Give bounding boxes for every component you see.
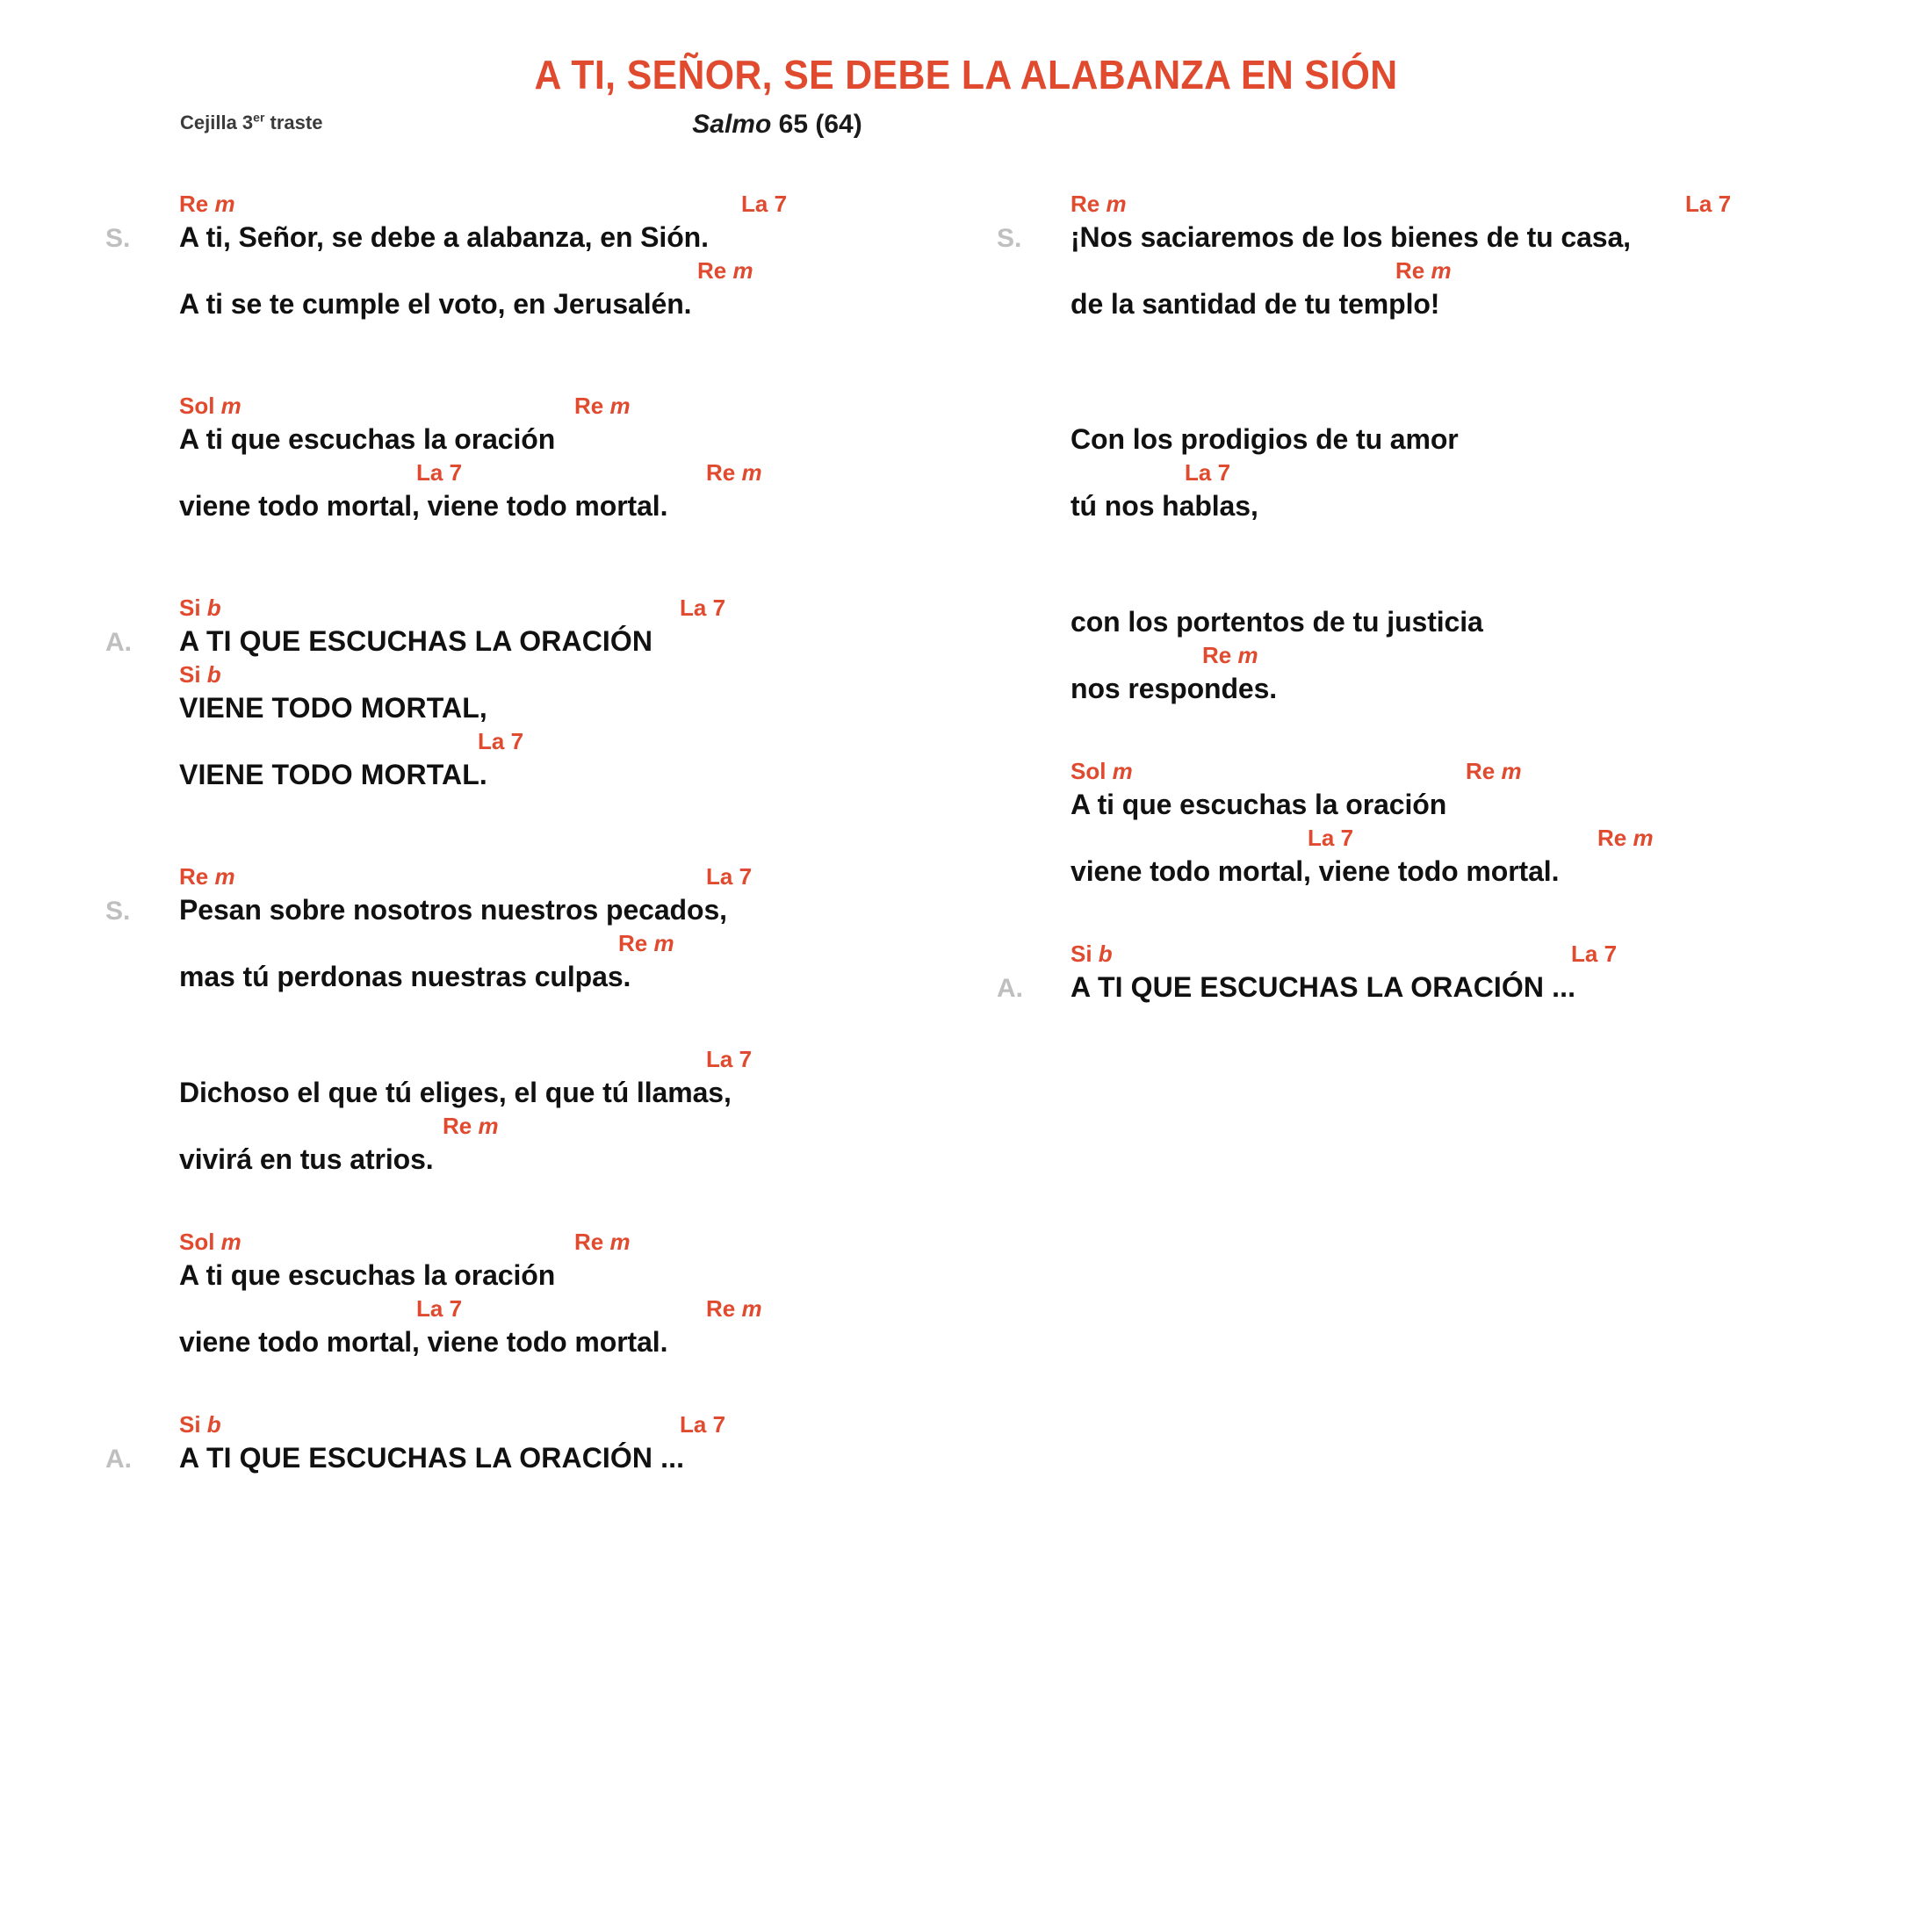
page-subtitle — [0, 110, 1554, 140]
chord-line — [1071, 458, 1888, 487]
lyric-line: A ti que escuchas la oración — [179, 423, 556, 455]
chord-line — [179, 391, 944, 421]
chord-symbol — [1685, 189, 1731, 219]
chord-modifier: b — [206, 661, 221, 688]
chord-line — [179, 1227, 944, 1257]
lyric-line: Con los prodigios de tu amor — [1071, 423, 1459, 455]
stanza — [997, 391, 1888, 524]
chord-line — [1071, 256, 1888, 285]
chord-root: La 7 — [680, 595, 726, 621]
stanza — [105, 391, 944, 524]
chord-symbol — [706, 1294, 762, 1323]
chord-symbol — [706, 861, 752, 891]
chord-modifier: m — [1237, 642, 1258, 668]
stanza-lines — [179, 391, 944, 524]
chord-line — [1071, 823, 1888, 853]
chord-line — [1071, 189, 1888, 219]
chord-root: La 7 — [416, 459, 463, 486]
chord-modifier: m — [478, 1113, 499, 1139]
chord-modifier: m — [214, 863, 235, 890]
chord-root: Re — [1202, 642, 1238, 668]
chord-symbol — [706, 1044, 752, 1074]
chord-symbol — [574, 391, 631, 421]
chord-root: Si — [179, 1411, 207, 1438]
chord-modifier: b — [1098, 941, 1113, 967]
stanza-lines — [1071, 391, 1888, 524]
chord-line — [1071, 939, 1888, 969]
chord-symbol — [478, 726, 523, 756]
chord-symbol — [1071, 939, 1113, 969]
stanza-lines — [179, 1227, 944, 1360]
lyric-line: VIENE TODO MORTAL. — [179, 759, 487, 790]
chord-root: Re — [574, 1229, 610, 1255]
lyric-line: A TI QUE ESCUCHAS LA ORACIÓN ... — [1071, 971, 1576, 1003]
chord-line — [179, 593, 944, 623]
chord-symbol — [1071, 189, 1127, 219]
lyric-line: A ti que escuchas la oración — [1071, 789, 1447, 820]
chord-root: Re — [574, 393, 610, 419]
chord-root: Re — [179, 191, 215, 217]
stanza — [105, 861, 944, 995]
chord-modifier: m — [732, 257, 753, 284]
marker-solo: S. — [105, 224, 131, 253]
chord-symbol — [741, 189, 787, 219]
stanza — [105, 1227, 944, 1360]
lyric-line: A TI QUE ESCUCHAS LA ORACIÓN ... — [179, 1442, 685, 1474]
marker-solo: S. — [105, 897, 131, 926]
lyric-line: de la santidad de tu templo! — [1071, 288, 1440, 320]
lyric-line: con los portentos de tu justicia — [1071, 606, 1483, 638]
lyric-line: Pesan sobre nosotros nuestros pecados, — [179, 894, 727, 926]
chord-line — [179, 1111, 944, 1141]
stanza — [105, 189, 944, 322]
chord-symbol — [179, 593, 221, 623]
lyric-line: ¡Nos saciaremos de los bienes de tu casa, — [1071, 221, 1631, 253]
marker-all: A. — [997, 974, 1023, 1003]
lyric-line: vivirá en tus atrios. — [179, 1143, 434, 1175]
chord-symbol — [1466, 756, 1522, 786]
chord-modifier: m — [741, 459, 762, 486]
chord-line — [179, 861, 944, 891]
chord-modifier: m — [609, 393, 631, 419]
chord-line — [179, 1044, 944, 1074]
chord-line — [179, 660, 944, 689]
lyric-line: nos respondes. — [1071, 673, 1278, 704]
stanza-lines — [179, 1044, 944, 1178]
chord-symbol — [1202, 640, 1258, 670]
chord-symbol — [179, 1409, 221, 1439]
lyric-line: viene todo mortal, viene todo mortal. — [179, 1326, 668, 1358]
chord-symbol — [179, 861, 235, 891]
marker-solo: S. — [997, 224, 1022, 253]
chord-modifier: m — [220, 1229, 242, 1255]
chord-root: La 7 — [741, 191, 788, 217]
chord-symbol — [179, 189, 235, 219]
lyric-line: A ti, Señor, se debe a alabanza, en Sión. — [179, 221, 709, 253]
chord-root: Si — [179, 595, 207, 621]
stanza-lines — [1071, 939, 1888, 1006]
chord-symbol — [680, 1409, 725, 1439]
chord-root: Re — [618, 930, 654, 956]
chord-symbol — [443, 1111, 499, 1141]
capo-suffix: traste — [264, 112, 323, 133]
stanza-lines — [1071, 189, 1888, 322]
chord-root: La 7 — [706, 863, 753, 890]
stanza — [105, 1409, 944, 1476]
marker-all: A. — [105, 628, 132, 657]
lyrics-column-right — [944, 189, 1888, 1035]
chord-symbol — [1308, 823, 1353, 853]
stanza-lines — [179, 1409, 944, 1476]
chord-symbol — [1571, 939, 1617, 969]
chord-root: La 7 — [478, 728, 524, 754]
stanza-lines — [179, 189, 944, 322]
chord-root: La 7 — [706, 1046, 753, 1072]
lyric-line: A ti que escuchas la oración — [179, 1259, 556, 1291]
chord-root: Re — [697, 257, 733, 284]
chord-symbol — [1185, 458, 1230, 487]
chord-root: Re — [179, 863, 215, 890]
lyric-line: VIENE TODO MORTAL, — [179, 692, 487, 724]
chord-root: Si — [1071, 941, 1099, 967]
chord-line-empty — [1071, 391, 1888, 421]
chord-modifier: m — [609, 1229, 631, 1255]
lyric-line: viene todo mortal, viene todo mortal. — [179, 490, 668, 522]
stanza-lines — [1071, 756, 1888, 890]
chord-modifier: m — [1431, 257, 1452, 284]
stanza — [997, 189, 1888, 322]
chord-root: Sol — [179, 393, 221, 419]
lyric-line: viene todo mortal, viene todo mortal. — [1071, 855, 1560, 887]
chord-root: Si — [179, 661, 207, 688]
chord-modifier: m — [214, 191, 235, 217]
chord-root: Re — [443, 1113, 479, 1139]
lyric-line: mas tú perdonas nuestras culpas. — [179, 961, 631, 992]
stanza — [105, 1044, 944, 1178]
chord-modifier: b — [206, 1411, 221, 1438]
chord-symbol — [1597, 823, 1654, 853]
chord-symbol — [680, 593, 725, 623]
chord-modifier: b — [206, 595, 221, 621]
chord-symbol — [574, 1227, 631, 1257]
stanza-lines — [1071, 573, 1888, 707]
subtitle-psalm-word: Salmo — [692, 110, 772, 139]
chord-modifier: m — [1633, 825, 1654, 851]
chord-symbol — [697, 256, 753, 285]
chord-modifier: m — [1112, 758, 1133, 784]
chord-modifier: m — [1501, 758, 1522, 784]
stanza-lines — [179, 593, 944, 793]
chord-root: La 7 — [1185, 459, 1231, 486]
page-header — [0, 0, 1932, 149]
chord-root: Re — [1395, 257, 1431, 284]
chord-symbol — [416, 458, 462, 487]
chord-root: La 7 — [416, 1295, 463, 1322]
chord-root: La 7 — [1308, 825, 1354, 851]
chord-root: Re — [1466, 758, 1502, 784]
capo-ordinal-suffix: er — [253, 110, 265, 125]
chord-symbol — [1395, 256, 1452, 285]
chord-symbol — [706, 458, 762, 487]
chord-root: Sol — [1071, 758, 1113, 784]
stanza — [997, 939, 1888, 1006]
lyrics-columns — [0, 189, 1932, 1506]
capo-label: Cejilla 3 — [180, 112, 254, 133]
chord-root: Re — [706, 1295, 742, 1322]
chord-root: La 7 — [1571, 941, 1618, 967]
chord-modifier: m — [220, 393, 242, 419]
chord-root: Re — [1071, 191, 1107, 217]
page-title: A TI, SEÑOR, SE DEBE LA ALABANZA EN SIÓN — [534, 52, 1398, 97]
subtitle-psalm-number: 65 (64) — [771, 110, 862, 139]
chord-line — [179, 1294, 944, 1323]
chord-modifier: m — [741, 1295, 762, 1322]
chord-root: La 7 — [1685, 191, 1732, 217]
lyric-line: A ti se te cumple el voto, en Jerusalén. — [179, 288, 692, 320]
stanza-lines — [179, 861, 944, 995]
chord-symbol — [416, 1294, 462, 1323]
lyric-line: tú nos hablas, — [1071, 490, 1258, 522]
chord-line — [1071, 756, 1888, 786]
chord-symbol — [1071, 756, 1133, 786]
stanza — [997, 573, 1888, 707]
marker-all: A. — [105, 1445, 132, 1474]
chord-symbol — [618, 928, 674, 958]
chord-line-empty — [1071, 573, 1888, 603]
stanza — [997, 756, 1888, 890]
chord-line — [179, 726, 944, 756]
chord-line — [1071, 640, 1888, 670]
chord-modifier: m — [1106, 191, 1127, 217]
stanza — [105, 593, 944, 793]
chord-line — [179, 928, 944, 958]
chord-root: Re — [706, 459, 742, 486]
chord-symbol — [179, 660, 221, 689]
lyrics-column-left — [0, 189, 944, 1506]
chord-line — [179, 189, 944, 219]
lyric-line: Dichoso el que tú eliges, el que tú llamas, — [179, 1077, 732, 1108]
chord-root: Sol — [179, 1229, 221, 1255]
chord-symbol — [179, 1227, 242, 1257]
chord-line — [179, 256, 944, 285]
chord-root: Re — [1597, 825, 1633, 851]
chord-root: La 7 — [680, 1411, 726, 1438]
lyric-line: A TI QUE ESCUCHAS LA ORACIÓN — [179, 625, 653, 657]
chord-symbol — [179, 391, 242, 421]
chord-modifier: m — [653, 930, 674, 956]
chord-line — [179, 458, 944, 487]
chord-line — [179, 1409, 944, 1439]
